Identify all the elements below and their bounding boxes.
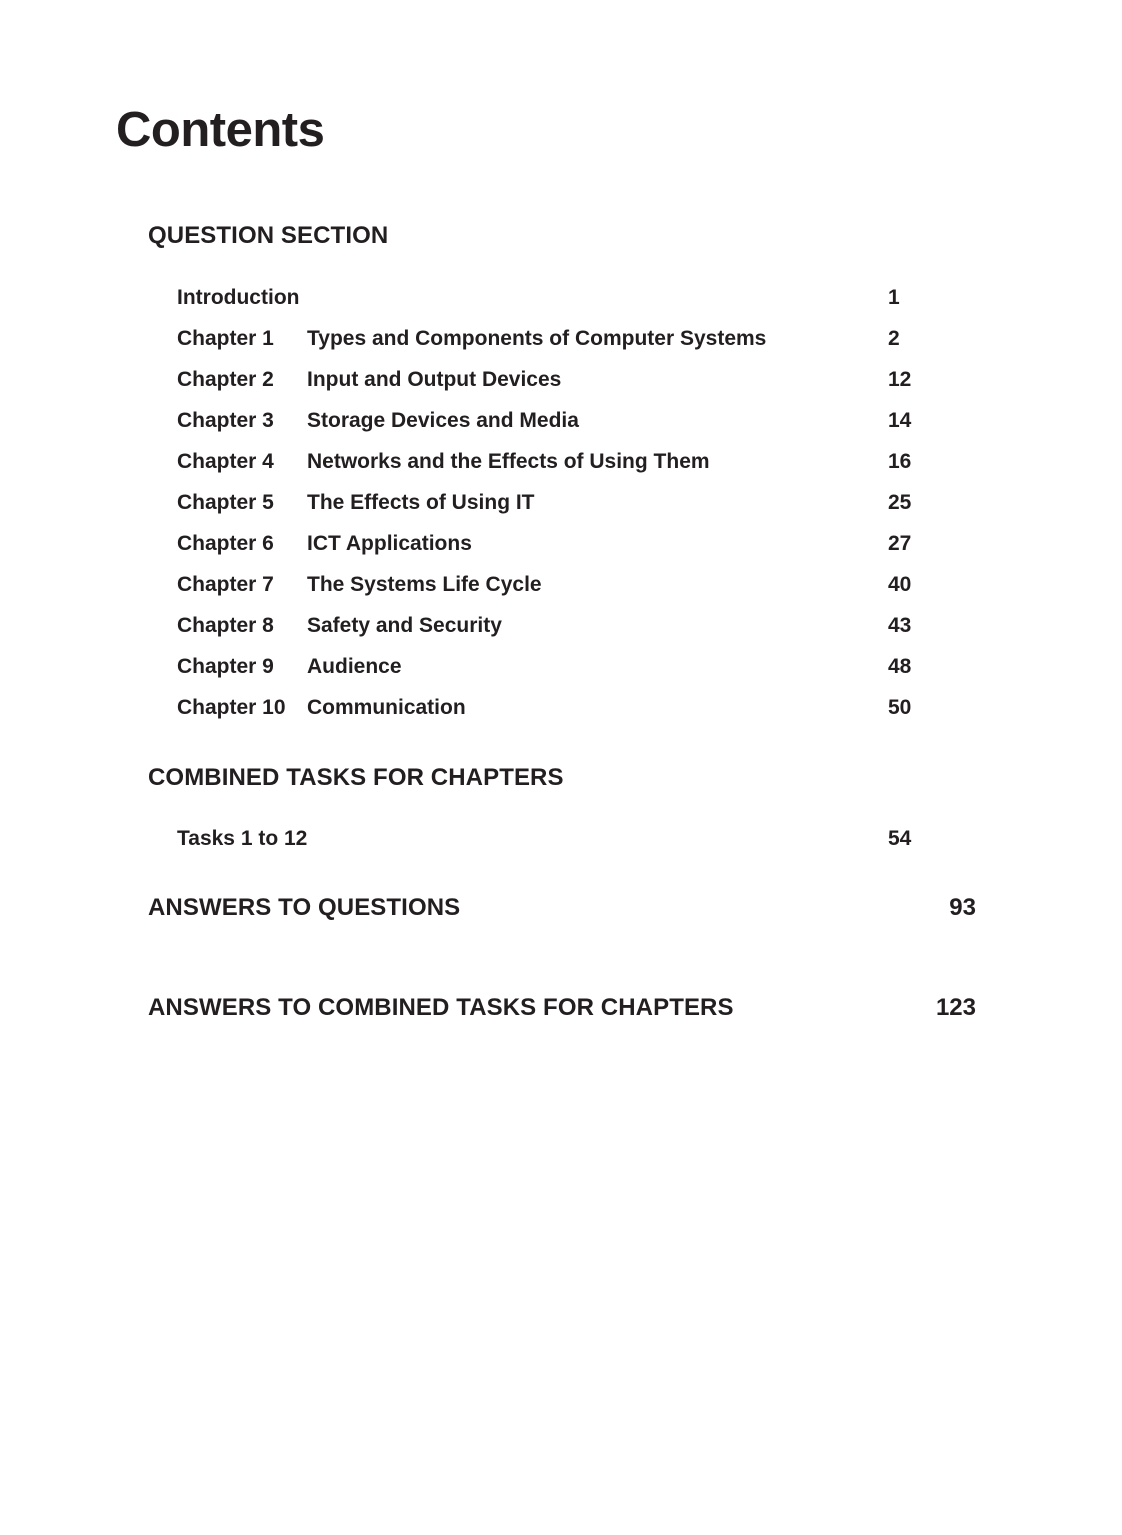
toc-entry-chapter-5[interactable] [177,482,977,523]
toc-entry-title: Introduction [177,286,300,309]
toc-entry-label: Chapter 3 [177,409,274,432]
toc-entry-page: 2 [888,327,900,350]
toc-entry-chapter-6[interactable] [177,523,977,564]
toc-entry-page: 16 [888,450,912,473]
toc-entry-page: 14 [888,409,912,432]
toc-entry-page: 43 [888,614,912,637]
section-heading-answers-to-questions: ANSWERS TO QUESTIONS [148,894,461,921]
toc-entry-chapter-1[interactable] [177,318,977,359]
toc-entry-title: Communication [307,696,466,719]
toc-entry-chapter-2[interactable] [177,359,977,400]
toc-entry-label: Chapter 7 [177,573,274,596]
toc-entry-page: 25 [888,491,912,514]
combined-tasks-entry-list [177,818,977,859]
toc-entry-chapter-3[interactable] [177,400,977,441]
toc-entry-label: Chapter 8 [177,614,274,637]
toc-entry-page: 27 [888,532,912,555]
toc-entry-label: Chapter 6 [177,532,274,555]
toc-entry-page: 12 [888,368,912,391]
toc-entry-title: Audience [307,655,402,678]
toc-entry-page: 40 [888,573,912,596]
toc-entry-label: Chapter 4 [177,450,274,473]
toc-entry-label: Chapter 1 [177,327,274,350]
toc-entry-introduction[interactable] [177,277,977,318]
toc-entry-page: 54 [888,827,912,850]
section-page-answers-to-combined-tasks: 123 [935,994,976,1021]
toc-entry-title: Storage Devices and Media [307,409,579,432]
section-row-answers-to-combined-tasks[interactable] [148,996,976,1020]
question-section-entry-list [177,277,977,728]
toc-entry-title: Input and Output Devices [307,368,562,391]
toc-entry-chapter-9[interactable] [177,646,977,687]
toc-entry-label: Chapter 9 [177,655,274,678]
page-title: Contents [116,103,325,157]
toc-entry-title: Tasks 1 to 12 [177,827,308,850]
section-row-answers-to-questions[interactable] [148,896,976,920]
toc-entry-chapter-10[interactable] [177,687,977,728]
section-page-answers-to-questions: 93 [949,894,976,921]
toc-entry-label: Chapter 5 [177,491,274,514]
toc-entry-page: 1 [888,286,900,309]
toc-entry-page: 50 [888,696,912,719]
toc-entry-tasks-1-to-12[interactable] [177,818,977,859]
toc-entry-title: Networks and the Effects of Using Them [307,450,710,473]
toc-entry-title: Safety and Security [307,614,502,637]
section-heading-question-section: QUESTION SECTION [148,222,389,249]
toc-entry-title: Types and Components of Computer Systems [307,327,767,350]
toc-entry-chapter-7[interactable] [177,564,977,605]
toc-entry-title: ICT Applications [307,532,472,555]
section-heading-combined-tasks: COMBINED TASKS FOR CHAPTERS [148,764,564,791]
toc-entry-title: The Effects of Using IT [307,491,535,514]
toc-entry-chapter-4[interactable] [177,441,977,482]
section-heading-answers-to-combined-tasks: ANSWERS TO COMBINED TASKS FOR CHAPTERS [148,994,734,1021]
toc-entry-title: The Systems Life Cycle [307,573,542,596]
toc-entry-label: Chapter 10 [177,696,286,719]
toc-entry-page: 48 [888,655,912,678]
toc-entry-chapter-8[interactable] [177,605,977,646]
toc-entry-label: Chapter 2 [177,368,274,391]
